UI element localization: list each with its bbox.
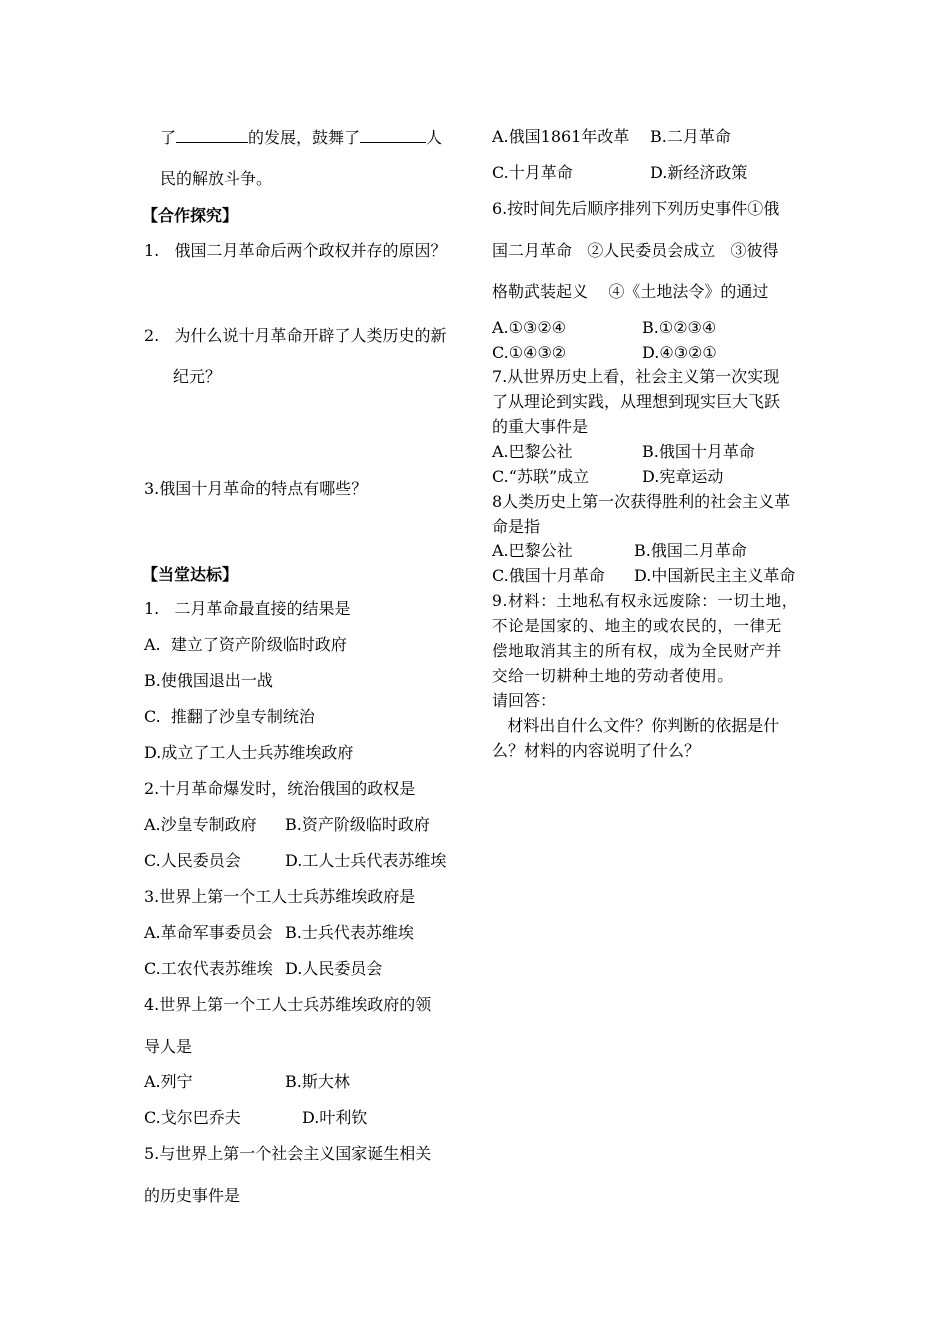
q7-option-d: D.宪章运动 [642, 467, 724, 486]
q2-option-c: C.人民委员会 [144, 851, 241, 870]
question-6-cont-2: 格勒武装起义 ④《土地法令》的通过 [492, 282, 769, 301]
q3-option-a: A.革命军事委员会 [144, 923, 273, 942]
question-8-cont: 命是指 [492, 517, 541, 536]
q5-option-b: B.二月革命 [650, 127, 731, 146]
q8-option-c: C.俄国十月革命 [492, 566, 605, 585]
q6-option-b: B.①②③④ [642, 318, 717, 337]
question-9-material: 9.材料：土地私有权永远废除：一切土地， [492, 592, 798, 610]
question-5: 5.与世界上第一个社会主义国家诞生相关 [144, 1144, 432, 1163]
fill-text-c: 人 [426, 128, 443, 147]
q4-option-d: D.叶利钦 [302, 1108, 368, 1127]
question-9-material-cont-3: 交给一切耕种土地的劳动者使用。 [492, 667, 734, 685]
q6-option-d: D.④③②① [642, 343, 717, 362]
fill-in-line-2: 民的解放斗争。 [160, 169, 273, 188]
question-3: 3.世界上第一个工人士兵苏维埃政府是 [144, 887, 416, 906]
q1-option-c: C. 推翻了沙皇专制统治 [144, 707, 315, 726]
section-heading-cooperative: 【合作探究】 [142, 206, 239, 225]
question-9-ask-cont: 么？材料的内容说明了什么？ [492, 741, 701, 760]
q2-option-d: D.工人士兵代表苏维埃 [285, 851, 447, 870]
q4-option-b: B.斯大林 [285, 1072, 350, 1091]
question-9-material-cont-2: 偿地取消其主的所有权，成为全民财产并 [492, 642, 782, 660]
q8-option-b: B.俄国二月革命 [634, 541, 747, 560]
coop-question-1: 1. 俄国二月革命后两个政权并存的原因？ [144, 241, 447, 260]
q1-option-b: B.使俄国退出一战 [144, 671, 273, 690]
question-4-cont: 导人是 [144, 1037, 193, 1056]
q2-option-b: B.资产阶级临时政府 [285, 815, 430, 834]
question-1: 1. 二月革命最直接的结果是 [144, 599, 351, 618]
question-7-cont-1: 了从理论到实践，从理想到现实巨大飞跃 [492, 392, 781, 411]
q7-option-c: C.“苏联”成立 [492, 467, 590, 486]
coop-question-2: 2. 为什么说十月革命开辟了人类历史的新 [144, 326, 447, 345]
q1-option-d: D.成立了工人士兵苏维埃政府 [144, 743, 354, 762]
question-7-cont-2: 的重大事件是 [492, 417, 589, 436]
q2-option-a: A.沙皇专制政府 [144, 815, 257, 834]
question-2: 2.十月革命爆发时，统治俄国的政权是 [144, 779, 416, 798]
question-5-cont: 的历史事件是 [144, 1186, 241, 1205]
question-4: 4.世界上第一个工人士兵苏维埃政府的领 [144, 995, 432, 1014]
q4-option-a: A.列宁 [144, 1072, 193, 1091]
q4-option-c: C.戈尔巴乔夫 [144, 1108, 241, 1127]
q6-option-a: A.①③②④ [492, 318, 567, 337]
q7-option-b: B.俄国十月革命 [642, 442, 755, 461]
q1-option-a: A. 建立了资产阶级临时政府 [144, 635, 347, 654]
fill-text-a: 了 [160, 128, 177, 147]
coop-question-2-cont: 纪元？ [173, 367, 222, 386]
question-6: 6.按时间先后顺序排列下列历史事件①俄 [492, 199, 780, 218]
question-8: 8人类历史上第一次获得胜利的社会主义革 [492, 492, 791, 511]
q8-option-d: D.中国新民主主义革命 [634, 566, 796, 585]
q5-option-d: D.新经济政策 [650, 163, 748, 182]
q5-option-c: C.十月革命 [492, 163, 573, 182]
question-9-ask: 材料出自什么文件？你判断的依据是什 [492, 716, 780, 735]
fill-text-b: 的发展，鼓舞了 [248, 128, 361, 147]
q3-option-d: D.人民委员会 [285, 959, 383, 978]
question-7: 7.从世界历史上看，社会主义第一次实现 [492, 367, 780, 386]
q3-option-b: B.士兵代表苏维埃 [285, 923, 414, 942]
question-9-prompt: 请回答： [492, 691, 557, 710]
answer-blank-1[interactable] [176, 126, 248, 143]
answer-blank-2[interactable] [360, 126, 426, 143]
question-6-cont-1: 国二月革命 ②人民委员会成立 ③彼得 [492, 241, 779, 260]
coop-question-3: 3.俄国十月革命的特点有哪些？ [144, 479, 368, 498]
fill-in-line-1 [160, 126, 442, 149]
q5-option-a: A.俄国1861年改革 [492, 127, 630, 146]
q6-option-c: C.①④③② [492, 343, 567, 362]
question-9-material-cont-1: 不论是国家的、地主的或农民的，一律无 [492, 617, 782, 635]
section-heading-classwork: 【当堂达标】 [142, 565, 239, 584]
q7-option-a: A.巴黎公社 [492, 442, 573, 461]
q8-option-a: A.巴黎公社 [492, 541, 573, 560]
q3-option-c: C.工农代表苏维埃 [144, 959, 273, 978]
